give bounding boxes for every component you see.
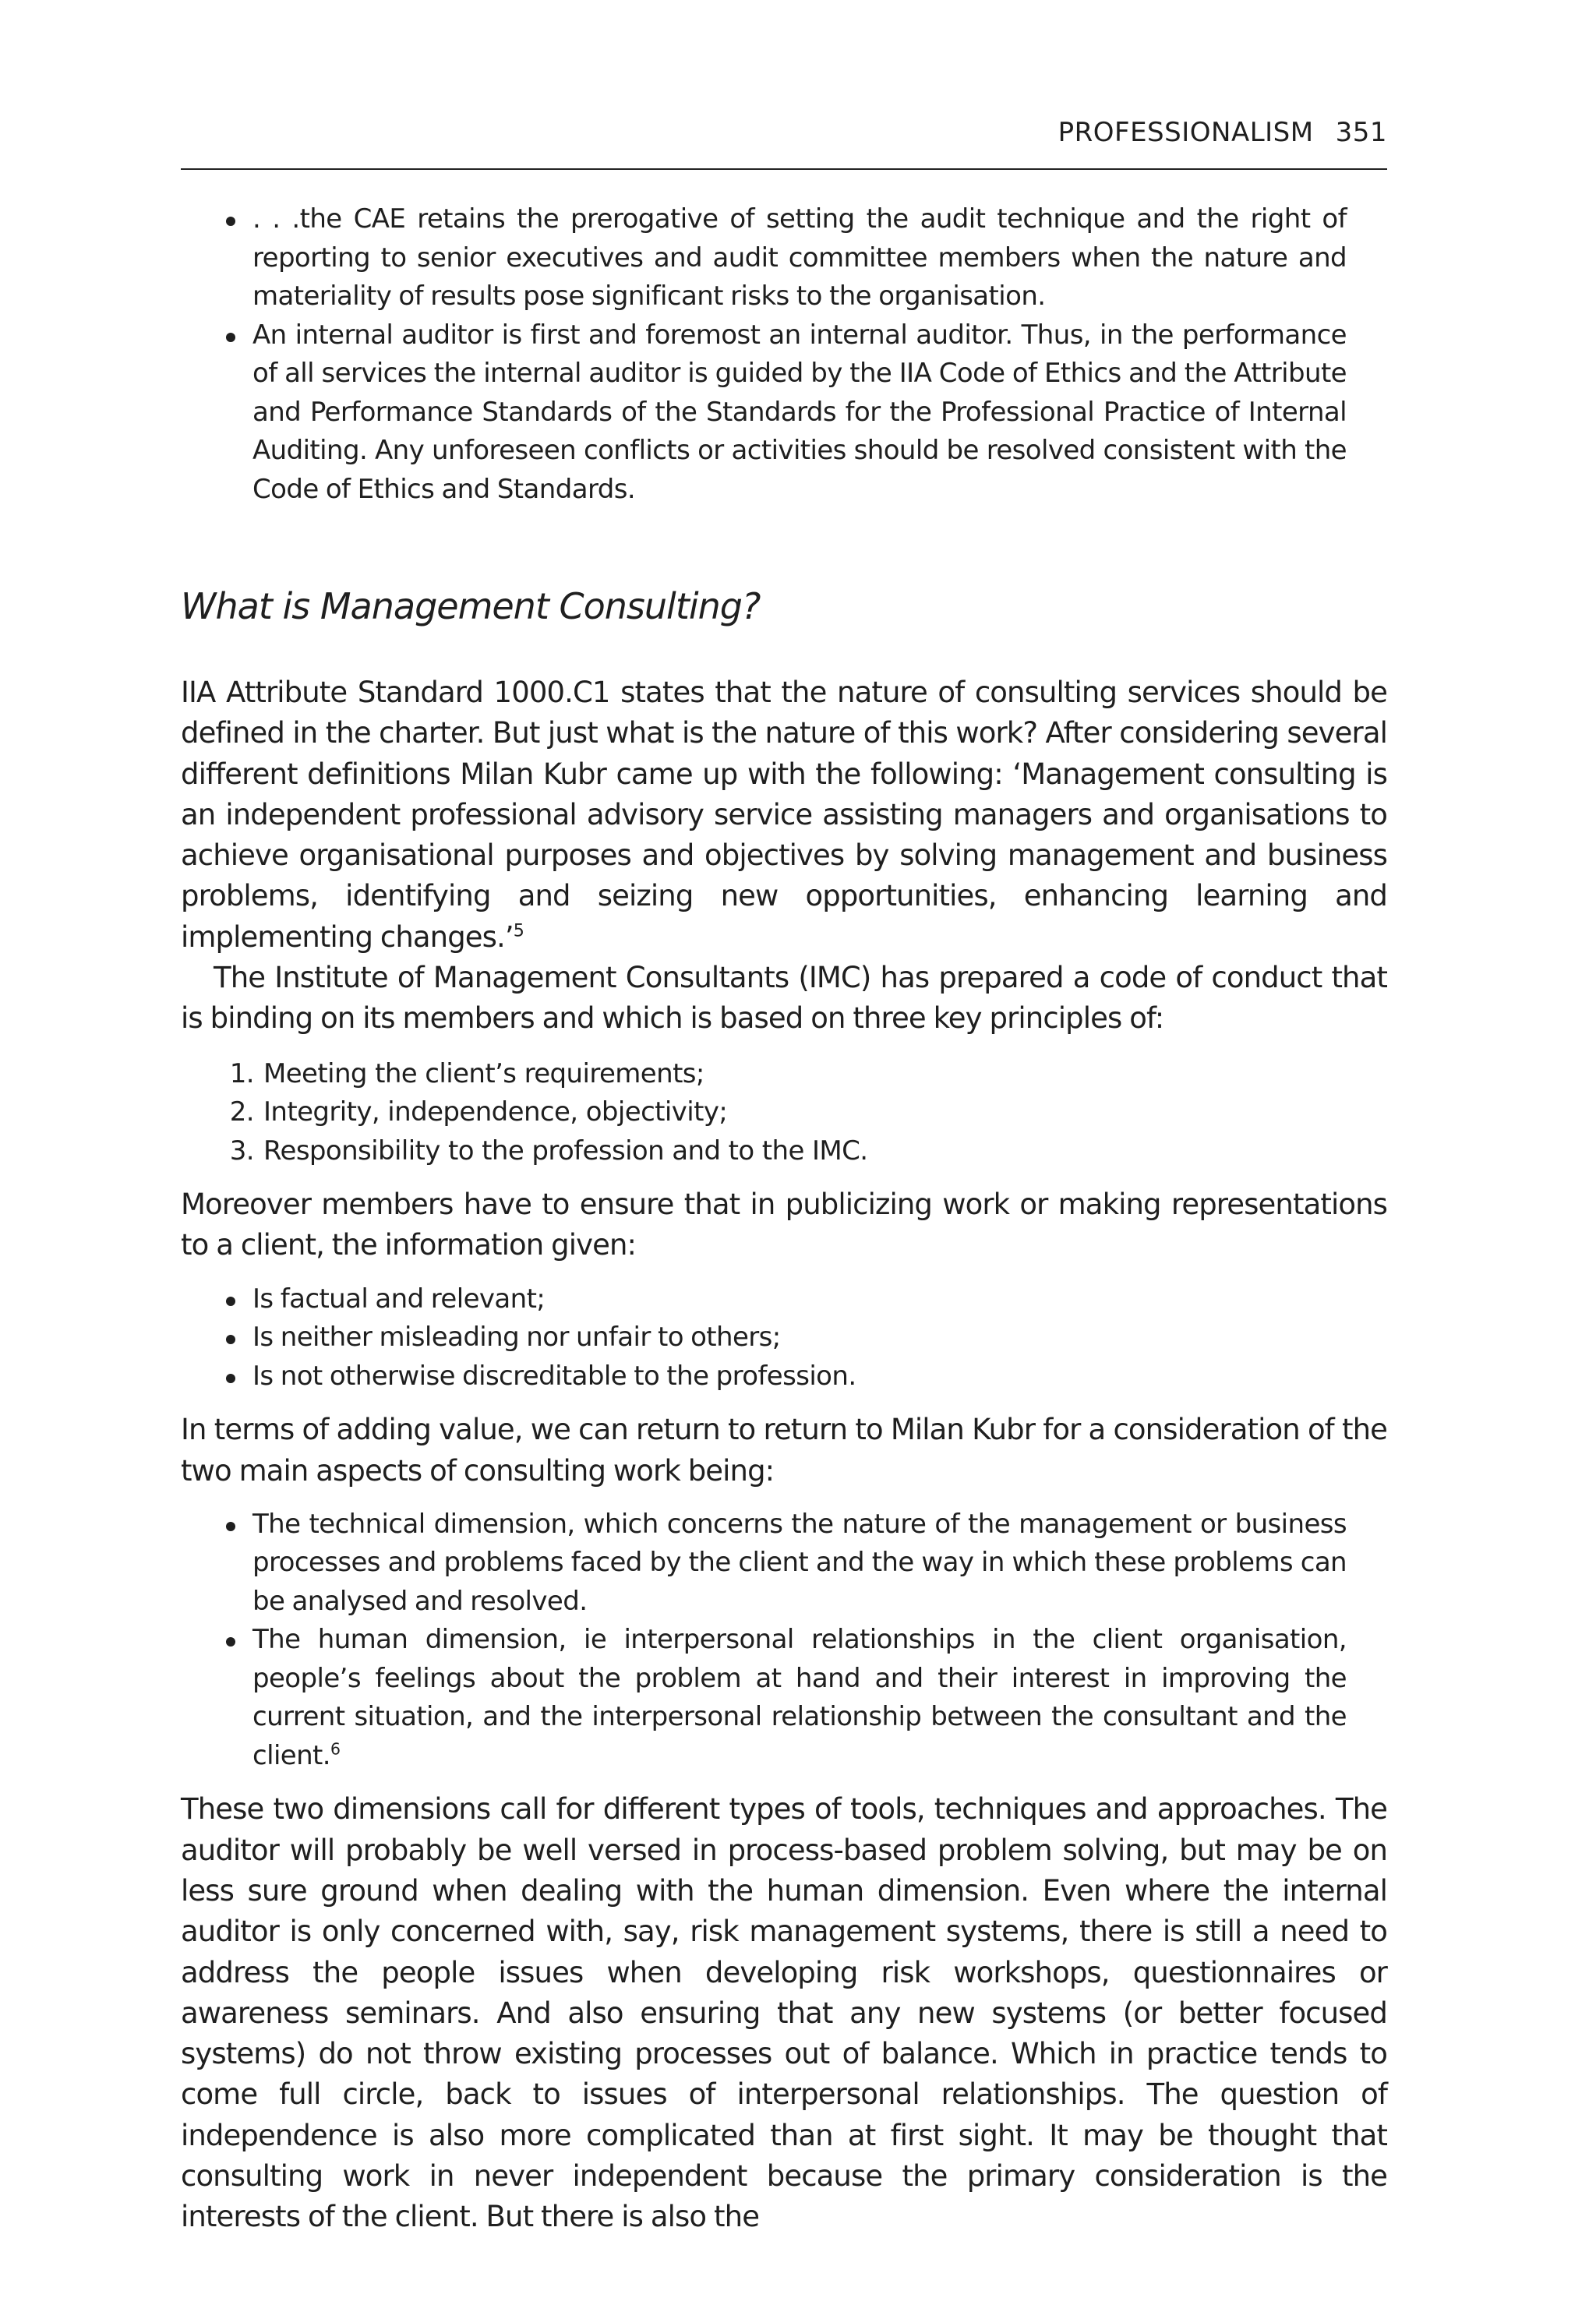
page-content [181, 200, 1387, 2238]
paragraph-two-dimensions: These two dimensions call for different types of tools, techniques and approaches. The auditor will probably be well versed in process-based problem solving, but may be on less sure ground when dealing with the human dimension. Even where the internal auditor is only concerned with, say, risk management systems, there is still a need to address the people issues when developing risk workshops, questionnaires or awareness seminars. And also ensuring that any new systems (or better focused systems) do not throw existing processes out of balance. Which in practice tends to come full circle, back to issues of interpersonal relationships. The question of independence is also more complicated than at first sight. It may be thought that consulting work in never independent because the primary consideration is the interests of the client. But there is also the [181, 1792, 1387, 2234]
list-item [252, 1621, 1347, 1775]
list-item: . . .the CAE retains the prerogative of setting the audit technique and the right of reporting to senior executives and audit committee members when the nature and materiality of results pose significant risks to the organisation. [252, 200, 1347, 316]
page-number: 351 [1335, 117, 1387, 148]
intro-bullet-list [181, 200, 1387, 509]
list-item-text: The technical dimension, which concerns the nature of the management or business processes and problems faced by the client and the way in which these problems can be analysed and resolved. [252, 1508, 1347, 1617]
list-item [252, 1505, 1347, 1622]
header-rule [181, 168, 1387, 170]
list-item-text: The human dimension, ie interpersonal relationships in the client organisation, people’s feelings about the problem at hand and their interest in improving the current situation, and the interpersonal relationship between the consultant and the client. [252, 1624, 1347, 1771]
list-item: Is not otherwise discreditable to the profession. [252, 1357, 1347, 1396]
list-number: 3. [229, 1135, 254, 1167]
list-number: 1. [229, 1057, 254, 1089]
paragraph-representations: Moreover members have to ensure that in publicizing work or making representations to a client, the information given: [181, 1188, 1387, 1262]
paragraph-text: IIA Attribute Standard 1000.C1 states that the nature of consulting services should be defined in the charter. But just what is the nature of this work? After considering several different definitions Milan Kubr came up with the following: ‘Management consulting is an independent professional advisory service assisting managers and organisations to achieve organisational purposes and objectives by solving management and business problems, identifying and seizing new opportunities, enhancing learning and implementing changes.’ [181, 676, 1387, 954]
list-item-text: Responsibility to the profession and to the IMC. [263, 1135, 868, 1167]
footnote-marker: 6 [330, 1739, 341, 1759]
paragraph-definition [181, 672, 1387, 958]
principles-list [181, 1055, 1387, 1171]
list-item-text: Integrity, independence, objectivity; [263, 1096, 728, 1128]
footnote-marker: 5 [513, 920, 524, 941]
section-heading: What is Management Consulting? [181, 585, 761, 627]
list-item [217, 1132, 1387, 1171]
list-item: Is factual and relevant; [252, 1280, 1347, 1319]
list-item [217, 1055, 1387, 1094]
list-item [217, 1093, 1387, 1132]
list-item-text: Meeting the client’s requirements; [263, 1057, 704, 1089]
running-title: PROFESSIONALISM [1058, 117, 1314, 148]
list-number: 2. [229, 1096, 254, 1128]
dimensions-bullet-list [181, 1505, 1387, 1776]
list-item: An internal auditor is first and foremost an internal auditor. Thus, in the performance of all services the internal auditor is guided by the IIA Code of Ethics and the Attribute and Performance Standards of the Standards for the Professional Practice of Internal Auditing. Any unforeseen conflicts or activities should be resolved consistent with the Code of Ethics and Standards. [252, 316, 1347, 510]
paragraph-imc: The Institute of Management Consultants (IMC) has prepared a code of conduct that is binding on its members and which is based on three key principles of: [181, 961, 1387, 1036]
running-head [181, 117, 1387, 148]
information-bullet-list [181, 1280, 1387, 1396]
paragraph-adding-value: In terms of adding value, we can return to return to Milan Kubr for a consideration of the two main aspects of consulting work being: [181, 1413, 1387, 1488]
list-item: Is neither misleading nor unfair to others; [252, 1318, 1347, 1357]
